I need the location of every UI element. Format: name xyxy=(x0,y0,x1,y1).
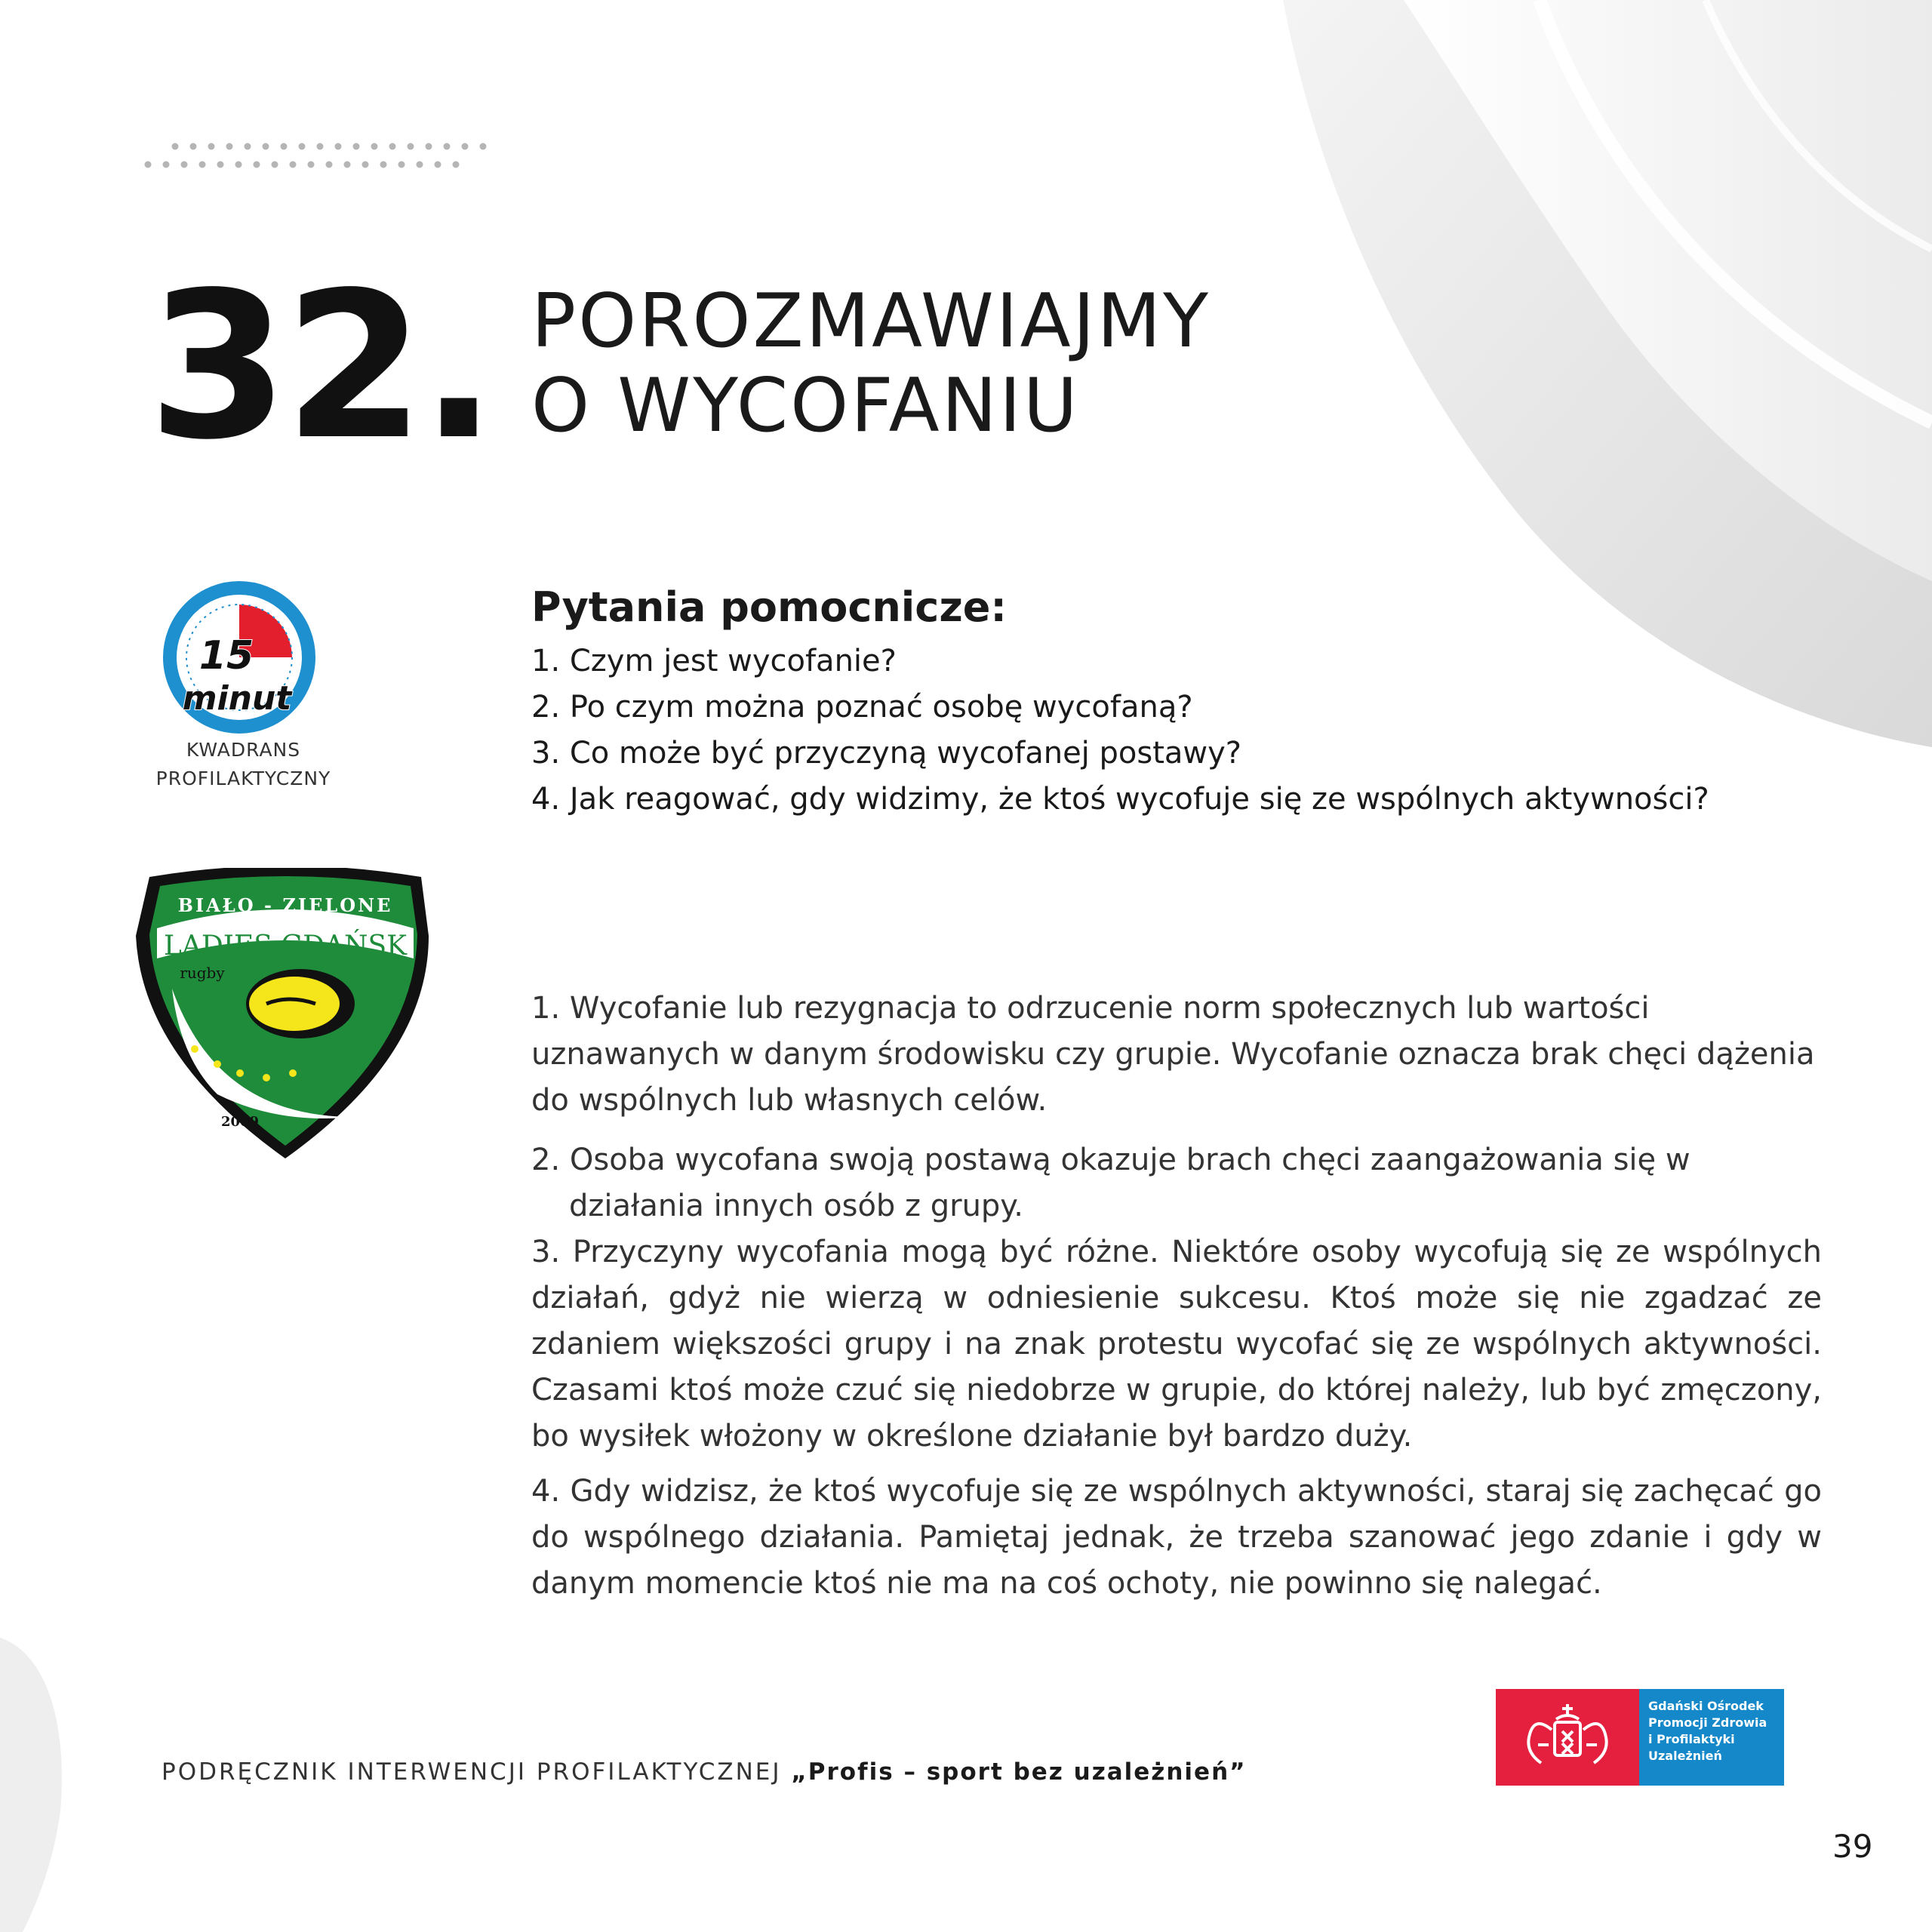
answer-paragraph: 4. Gdy widzisz, że ktoś wycofuje się ze wspólnych aktywności, staraj się zachęcać go do wspólnego działania. Pamiętaj jednak, że trzeba szanować jego zdanie i gdy w danym momencie ktoś nie ma na coś ochoty, nie powinno się nalegać. xyxy=(531,1474,1822,1601)
footer-bold: „Profis – sport bez uzależnień” xyxy=(791,1758,1247,1786)
answer-paragraph: 1. Wycofanie lub rezygnacja to odrzucenie norm społecznych lub wartości uznawanych w danym środowisku czy grupie. Wycofanie oznacza brak chęci dążenia do wspólnych lub własnych celów. xyxy=(531,991,1815,1118)
page-title xyxy=(531,279,1211,448)
partner-name xyxy=(1639,1689,1784,1786)
question-item: 3. Co może być przyczyną wycofanej postawy? xyxy=(531,736,1242,771)
question-item: 4. Jak reagować, gdy widzimy, że ktoś wycofuje się ze wspólnych aktywności? xyxy=(531,782,1709,817)
answer-paragraph: 3. Przyczyny wycofania mogą być różne. Niektóre osoby wycofują się ze wspólnych działań, gdyż nie wierzą w odniesienie sukcesu. Ktoś może się nie zgadzać ze zdaniem większości grupy i na znak protestu wycofać się ze wspólnych aktywności. Czasami ktoś może czuć się niedobrze w grupie, do której należy, lub być zmęczony, bo wysiłek włożony w określone działanie był bardzo duży. xyxy=(531,1235,1822,1454)
partner-logo xyxy=(1496,1689,1784,1786)
partner-name-line: i Profilaktyki xyxy=(1648,1732,1735,1746)
badge-value: 15 xyxy=(198,633,254,678)
crest-year: 2009 xyxy=(220,1114,260,1130)
answer-paragraph: 2. Osoba wycofana swoją postawą okazuje brach chęci zaangażowania się w działania innych osób z grupy. xyxy=(531,1143,1690,1223)
page-title-line-1: POROZMAWIAJMY xyxy=(531,278,1211,365)
ladies-gdansk-crest-icon xyxy=(127,868,444,1170)
badge-caption-line-2: PROFILAKTYCZNY xyxy=(155,768,331,789)
partner-name-line: Gdański Ośrodek xyxy=(1648,1699,1764,1713)
page-title-line-2: O WYCOFANIU xyxy=(531,363,1080,449)
footer-prefix: PODRĘCZNIK INTERWENCJI PROFILAKTYCZNEJ xyxy=(162,1758,782,1786)
answers-section xyxy=(531,986,1822,1607)
guiding-questions xyxy=(531,581,1890,823)
gdansk-coat-of-arms-icon xyxy=(1496,1689,1639,1786)
badge-unit: minut xyxy=(182,679,292,718)
crest-top-text: BIAŁO - ZIELONE xyxy=(177,894,393,916)
page-number: 39 xyxy=(1832,1828,1873,1865)
badge-caption-line-1: KWADRANS xyxy=(186,739,301,761)
partner-name-line: Uzależnień xyxy=(1648,1749,1722,1763)
fifteen-minutes-clock-icon xyxy=(162,580,317,735)
partner-name-line: Promocji Zdrowia xyxy=(1648,1715,1767,1730)
badge-caption xyxy=(113,736,374,793)
question-item: 2. Po czym można poznać osobę wycofaną? xyxy=(531,690,1193,724)
crest-name: LADIES GDAŃSK xyxy=(163,931,408,961)
question-item: 1. Czym jest wycofanie? xyxy=(531,644,897,678)
crest-sub: rugby xyxy=(180,964,225,982)
questions-heading: Pytania pomocnicze: xyxy=(531,583,1007,631)
section-number: 32. xyxy=(148,249,493,485)
footer-text xyxy=(162,1758,1247,1786)
dotted-decoration xyxy=(143,142,506,172)
